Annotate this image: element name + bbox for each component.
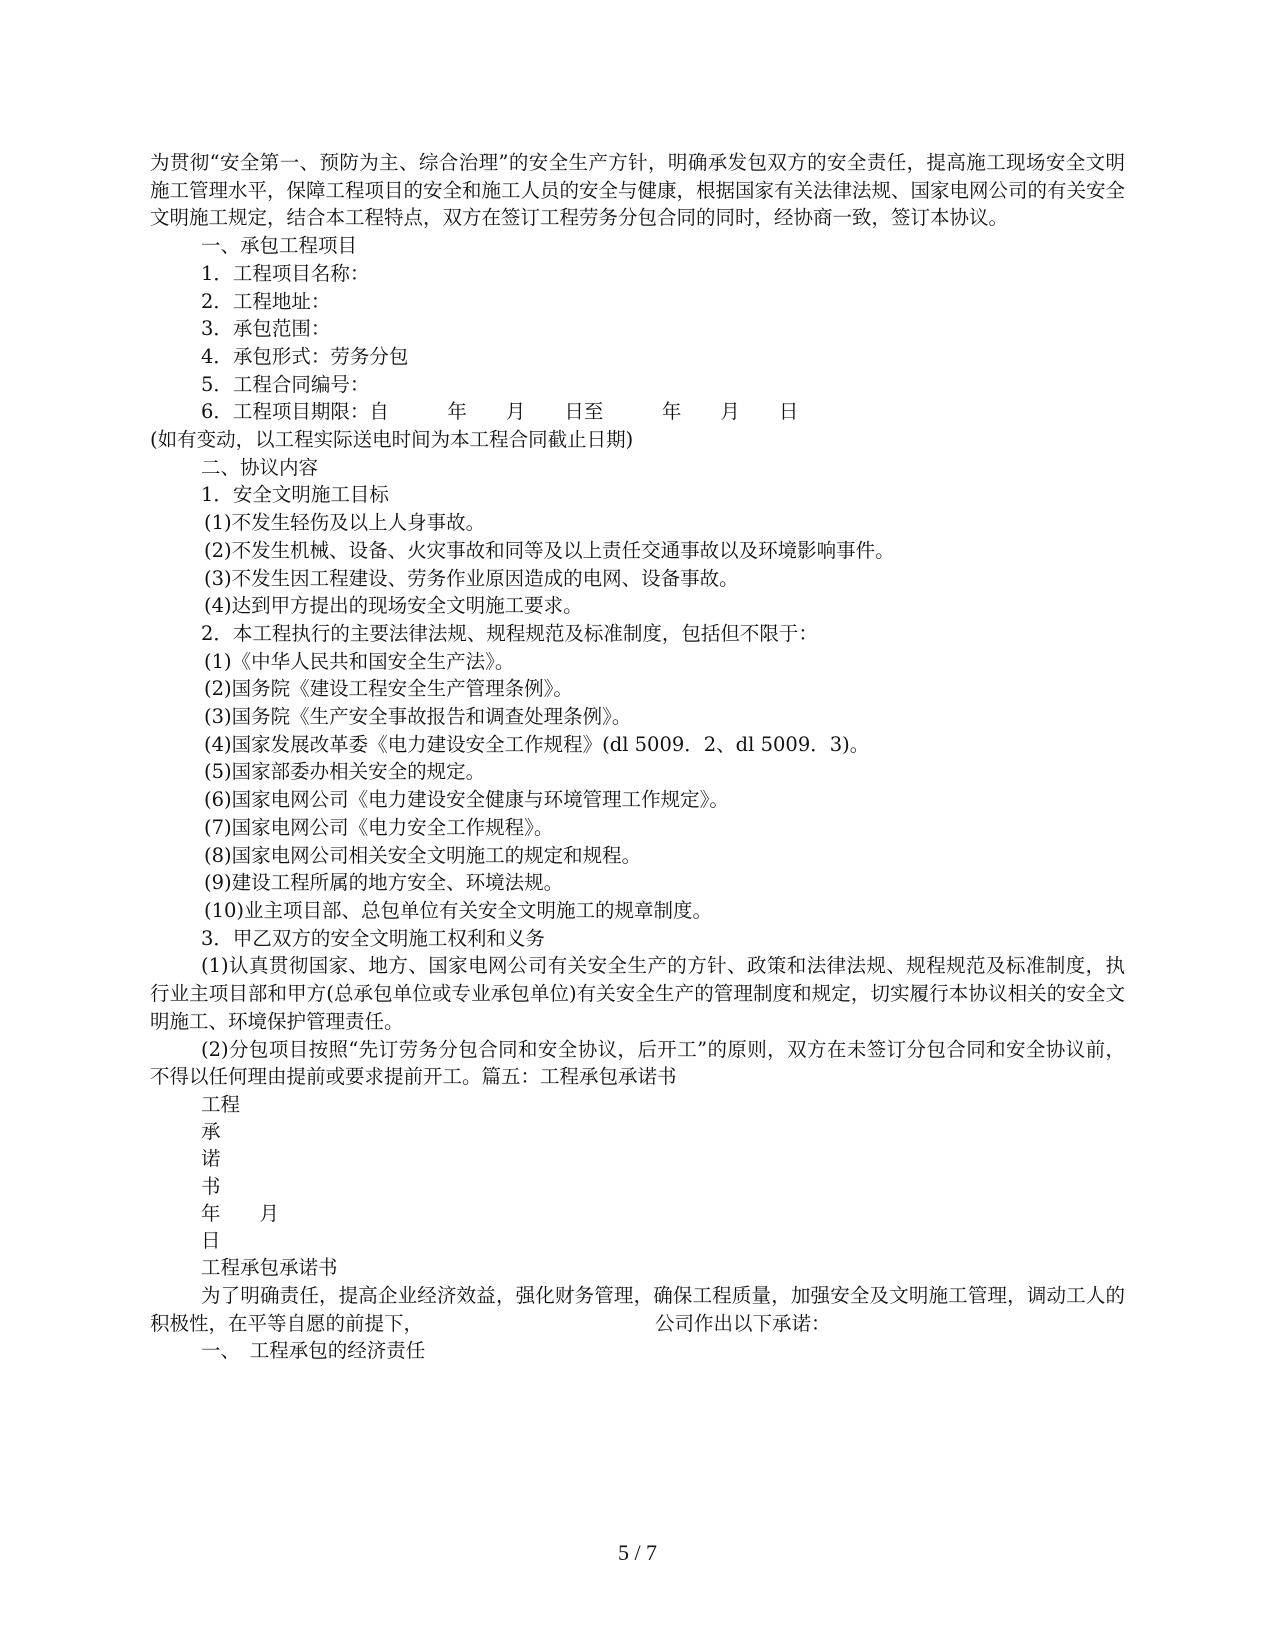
sub1-item: (3)不发生因工程建设、劳务作业原因造成的电网、设备事故。 [204, 566, 739, 590]
cover-line: 诺 [201, 1147, 221, 1171]
section1-heading: 一、承包工程项目 [201, 234, 358, 258]
pledge-paragraph [150, 1282, 1125, 1337]
sub1-item: (2)不发生机械、设备、火灾事故和同等及以上责任交通事故以及环境影响事件。 [204, 538, 895, 562]
section1-item: 5．工程合同编号： [201, 372, 370, 396]
sub1-heading: 1．安全文明施工目标 [201, 483, 389, 507]
cover-line: 日 [201, 1228, 221, 1252]
section1-item: 6．工程项目期限：自 年 月 日至 年 月 日 [201, 400, 799, 424]
sub3-paragraph-1: (1)认真贯彻国家、地方、国家电网公司有关安全生产的方针、政策和法律法规、规程规范及标准制度，执行业主项目部和甲方(总承包单位或专业承包单位)有关安全生产的管理制度和规定，切实履行本协议相关的安全文明施工、环境保护管理责任。 [150, 954, 1125, 1033]
sub1-item: (4)达到甲方提出的现场安全文明施工要求。 [204, 594, 583, 618]
pledge-title: 工程承包承诺书 [201, 1256, 338, 1280]
pledge-section1-heading: 一、 工程承包的经济责任 [201, 1339, 426, 1363]
section1-item: 2．工程地址： [201, 289, 331, 313]
cover-line: 承 [201, 1120, 221, 1144]
cover-line: 书 [201, 1174, 221, 1198]
sub2-item: (6)国家电网公司《电力建设安全健康与环境管理工作规定》。 [204, 788, 729, 812]
sub2-item: (4)国家发展改革委《电力建设安全工作规程》(dl 5009．2、dl 5009．3)。 [204, 732, 870, 756]
sub2-item: (10)业主项目部、总包单位有关安全文明施工的规章制度。 [204, 898, 713, 922]
section1-item: 1．工程项目名称： [201, 261, 370, 285]
sub2-item: (3)国务院《生产安全事故报告和调查处理条例》。 [204, 705, 632, 729]
document-body [150, 149, 1125, 1365]
section1-item: 3．承包范围： [201, 317, 331, 341]
section2-heading: 二、协议内容 [201, 455, 319, 479]
sub3-heading: 3．甲乙双方的安全文明施工权利和义务 [201, 926, 545, 950]
page-number: 5 / 7 [617, 1540, 658, 1565]
section1-note: (如有变动，以工程实际送电时间为本工程合同截止日期) [150, 428, 634, 452]
intro-paragraph: 为贯彻“安全第一、预防为主、综合治理”的安全生产方针，明确承发包双方的安全责任，提高施工现场安全文明施工管理水平，保障工程项目的安全和施工人员的安全与健康，根据国家有关法律法规、国家电网公司的有关安全文明施工规定，结合本工程特点，双方在签订工程劳务分包合同的同时，经协商一致，签订本协议。 [150, 151, 1126, 230]
sub2-item: (7)国家电网公司《电力安全工作规程》。 [204, 815, 554, 839]
sub1-item: (1)不发生轻伤及以上人身事故。 [204, 511, 486, 535]
sub2-item: (9)建设工程所属的地方安全、环境法规。 [204, 871, 564, 895]
sub2-item: (5)国家部委办相关安全的规定。 [204, 760, 486, 784]
cover-date-line: 年 月 [201, 1201, 280, 1225]
sub3-paragraph-2: (2)分包项目按照“先订劳务分包合同和安全协议，后开工”的原则，双方在未签订分包合同和安全协议前，不得以任何理由提前或要求提前开工。篇五：工程承包承诺书 [150, 1037, 1125, 1089]
pledge-paragraph-end: 公司作出以下承诺： [655, 1311, 831, 1335]
pledge-paragraph-start: 为了明确责任，提高企业经济效益，强化财务管理，确保工程质量，加强安全及文明施工管理，调动工人的积极性，在平等自愿的前提下， [150, 1283, 1125, 1335]
sub2-item: (2)国务院《建设工程安全生产管理条例》。 [204, 677, 573, 701]
sub2-item: (8)国家电网公司相关安全文明施工的规定和规程。 [204, 843, 642, 867]
sub2-item: (1)《中华人民共和国安全生产法》。 [204, 649, 515, 673]
cover-line: 工程 [201, 1092, 241, 1116]
sub2-heading: 2．本工程执行的主要法律法规、规程规范及标准制度，包括但不限于： [201, 621, 818, 645]
section1-item: 4．承包形式：劳务分包 [201, 344, 409, 368]
